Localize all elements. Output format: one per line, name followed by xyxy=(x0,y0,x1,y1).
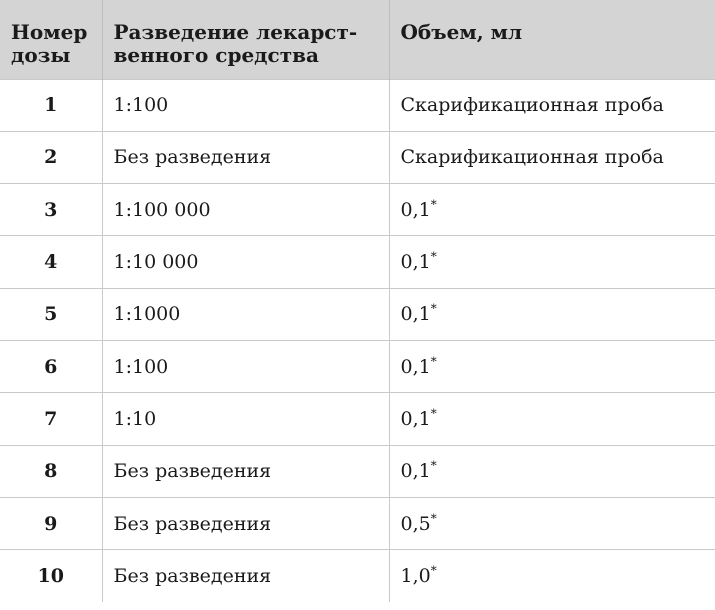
table-row xyxy=(0,79,715,131)
dose-number-cell: 1 xyxy=(44,94,58,117)
volume-cell xyxy=(389,550,715,602)
volume-value: 0,1 xyxy=(400,355,431,378)
dilution-cell: 1:100 xyxy=(102,340,389,392)
dilution-cell: Без разведения xyxy=(102,131,389,183)
volume-value: 0,1 xyxy=(400,251,431,274)
header-dilution xyxy=(102,0,389,79)
dose-number-cell: 10 xyxy=(37,565,64,588)
dilution-cell: 1:10 000 xyxy=(102,236,389,288)
footnote-mark: * xyxy=(430,511,437,526)
footnote-mark: * xyxy=(430,354,437,369)
volume-cell xyxy=(389,184,715,236)
table-row xyxy=(0,393,715,445)
footnote-mark: * xyxy=(430,458,437,473)
volume-value: 0,5 xyxy=(400,512,431,535)
footnote-mark: * xyxy=(430,249,437,264)
dilution-cell: 1:100 000 xyxy=(102,184,389,236)
volume-cell xyxy=(389,236,715,288)
dose-number-cell: 3 xyxy=(44,198,58,221)
footnote-mark: * xyxy=(430,197,437,212)
table-row xyxy=(0,340,715,392)
volume-value: 0,1 xyxy=(400,460,431,483)
volume-cell xyxy=(389,340,715,392)
header-row xyxy=(0,0,715,79)
volume-value: 0,1 xyxy=(400,407,431,430)
volume-cell xyxy=(389,79,715,131)
header-dilution-line1: Разведение лекарст- xyxy=(113,20,358,44)
header-dilution-line2: венного средства xyxy=(113,43,319,67)
table-row xyxy=(0,550,715,602)
table-row xyxy=(0,184,715,236)
volume-value: 1,0 xyxy=(400,565,431,588)
table-body xyxy=(0,79,715,602)
table-row xyxy=(0,131,715,183)
volume-cell xyxy=(389,393,715,445)
dose-number-cell: 8 xyxy=(44,460,58,483)
dilution-cell: 1:100 xyxy=(102,79,389,131)
table-row xyxy=(0,445,715,497)
dose-number-cell: 9 xyxy=(44,512,58,535)
footnote-mark: * xyxy=(430,563,437,578)
volume-cell xyxy=(389,497,715,549)
volume-value: 0,1 xyxy=(400,198,431,221)
header-volume xyxy=(389,0,715,79)
volume-value: Скарификационная проба xyxy=(400,94,664,117)
dose-number-cell: 6 xyxy=(44,355,58,378)
dilution-cell: Без разведения xyxy=(102,497,389,549)
footnote-mark: * xyxy=(430,302,437,316)
dose-number-cell: 7 xyxy=(44,407,58,430)
volume-cell xyxy=(389,131,715,183)
dose-number-cell: 4 xyxy=(44,251,58,274)
dilution-cell: Без разведения xyxy=(102,550,389,602)
dilution-cell: Без разведения xyxy=(102,445,389,497)
dilution-cell: 1:1000 xyxy=(102,288,389,340)
table-header xyxy=(0,0,715,79)
dose-number-cell: 5 xyxy=(44,303,58,326)
dilution-cell: 1:10 xyxy=(102,393,389,445)
header-volume-label: Объем, мл xyxy=(400,20,523,44)
table-row xyxy=(0,497,715,549)
volume-value: 0,1 xyxy=(400,303,431,326)
footnote-mark: * xyxy=(430,406,437,421)
table-row xyxy=(0,236,715,288)
volume-cell xyxy=(389,445,715,497)
volume-cell xyxy=(389,288,715,340)
dose-number-cell: 2 xyxy=(44,146,58,169)
volume-value: Скарификационная проба xyxy=(400,146,664,169)
header-dose-line1: Номер xyxy=(11,20,88,44)
table-row xyxy=(0,288,715,340)
header-dose-line2: дозы xyxy=(11,43,71,67)
header-dose-number xyxy=(0,0,102,79)
